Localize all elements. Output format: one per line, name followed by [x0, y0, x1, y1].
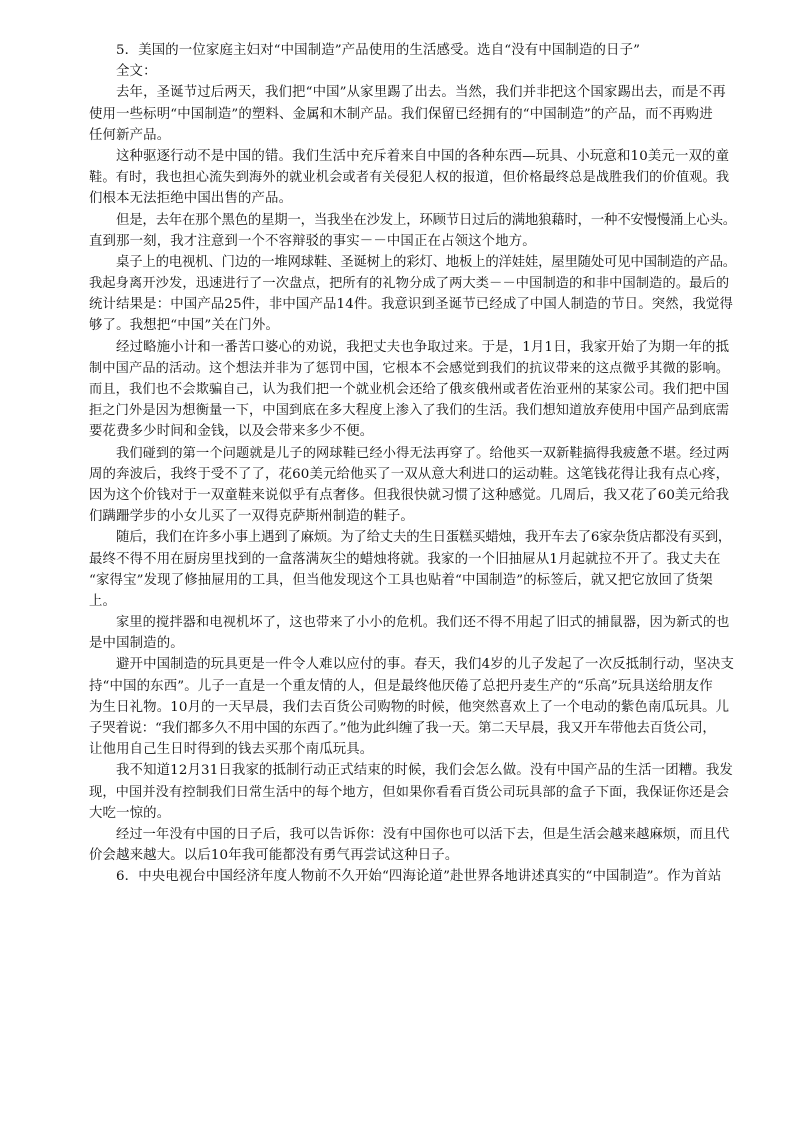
text-line: 因为这个价钱对于一双童鞋来说似乎有点奢侈。但我很快就习惯了这种感觉。几周后，我又花了60美元给我 — [89, 487, 730, 503]
text-line: 经过略施小计和一番苦口婆心的劝说，我把丈夫也争取过来。于是，1月1日，我家开始了为期一年的抵 — [116, 339, 730, 355]
item-6-heading: 6．中央电视台中国经济年度人物前不久开始“四海论道”赴世界各地讲述真实的“中国制造”。作为首站 — [116, 869, 722, 885]
text-line: 们根本无法拒绝中国出售的产品。 — [89, 191, 293, 207]
text-line: 够了。我想把“中国”关在门外。 — [89, 318, 280, 334]
text-line: 但是，去年在那个黑色的星期一，当我坐在沙发上，环顾节日过后的满地狼藉时，一种不安慢慢涌上心头。 — [116, 212, 736, 228]
text-line: 为生日礼物。10月的一天早晨，我们去百货公司购物的时候，他突然喜欢上了一个电动的紫色南瓜玩具。儿 — [89, 699, 730, 715]
text-line: 这种驱逐行动不是中国的错。我们生活中充斥着来自中国的各种东西—玩具、小玩意和10美元一双的童 — [116, 148, 730, 164]
text-line: “家得宝”发现了修抽屉用的工具，但当他发现这个工具也贴着“中国制造”的标签后，就又把它放回了货架 — [89, 572, 713, 588]
text-line: 统计结果是：中国产品25件，非中国产品14件。我意识到圣诞节已经成了中国人制造的节日。突然，我觉得 — [89, 297, 734, 313]
text-line: 直到那一刻，我才注意到一个不容辩驳的事实－－中国正在占领这个地方。 — [89, 233, 536, 249]
text-line: 持“中国的东西”。儿子一直是一个重友情的人，但是最终他厌倦了总把丹麦生产的“乐高”玩具送给朋友作 — [89, 678, 713, 694]
text-line: 家里的搅拌器和电视机坏了，这也带来了小小的危机。我们还不得不用起了旧式的捕鼠器，因为新式的也 — [116, 615, 730, 631]
text-line: 制中国产品的活动。这个想法并非为了惩罚中国，它根本不会感觉到我们的抗议带来的这点微乎其微的影响。 — [89, 360, 730, 376]
document-page — [89, 40, 737, 888]
text-line: 而且，我们也不会欺骗自己，认为我们把一个就业机会还给了俄亥俄州或者佐治亚州的某家公司。我们把中国 — [89, 382, 730, 397]
text-line: 价会越来越大。以后10年我可能都没有勇气再尝试这种日子。 — [89, 848, 459, 864]
text-line: 我不知道12月31日我家的抵制行动正式结束的时候，我们会怎么做。没有中国产品的生活一团糟。我发 — [116, 763, 733, 779]
text-line: 经过一年没有中国的日子后，我可以告诉你：没有中国你也可以活下去，但是生活会越来越麻烦，而且代 — [116, 826, 730, 842]
text-line: 让他用自己生日时得到的钱去买那个南瓜玩具。 — [89, 742, 374, 758]
text-line: 避开中国制造的玩具更是一件令人难以应付的事。春天，我们4岁的儿子发起了一次反抵制行动，坚决支 — [116, 657, 734, 673]
text-line: 随后，我们在许多小事上遇到了麻烦。为了给丈夫的生日蛋糕买蜡烛，我开车去了6家杂货店都没有买到， — [116, 530, 732, 546]
text-line: 拒之门外是因为想衡量一下，中国到底在多大程度上渗入了我们的生活。我们想知道放弃使用中国产品到底需 — [89, 403, 730, 419]
text-line: 周的奔波后，我终于受不了了，花60美元给他买了一双从意大利进口的运动鞋。这笔钱花得让我有点心疼， — [89, 466, 730, 482]
text-line: 去年，圣诞节过后两天，我们把“中国”从家里踢了出去。当然，我们并非把这个国家踢出去，而是不再 — [116, 85, 726, 101]
text-line: 们蹒跚学步的小女儿买了一双得克萨斯州制造的鞋子。 — [89, 509, 414, 525]
text-line: 子哭着说：“我们都多久不用中国的东西了。”他为此纠缠了我一天。第二天早晨，我又开车带他去百货公司， — [89, 721, 716, 736]
text-line: 使用一些标明“中国制造”的塑料、金属和木制产品。我们保留已经拥有的“中国制造”的产品，而不再购进 — [89, 106, 713, 122]
text-line: 上。 — [89, 593, 117, 609]
text-line: 现，中国并没有控制我们日常生活中的每个地方，但如果你看看百货公司玩具部的盒子下面，我保证你还是会 — [89, 784, 730, 800]
full-text-label: 全文： — [116, 64, 157, 80]
text-line: 大吃一惊的。 — [89, 805, 171, 821]
text-line: 我起身离开沙发，迅速进行了一次盘点，把所有的礼物分成了两大类－－中国制造的和非中国制造的。最后的 — [89, 276, 730, 292]
text-line: 是中国制造的。 — [89, 636, 184, 652]
text-line: 鞋。有时，我也担心流失到海外的就业机会或者有关侵犯人权的报道，但价格最终总是战胜我们的价值观。我 — [89, 170, 730, 186]
text-line: 要花费多少时间和金钱，以及会带来多少不便。 — [89, 424, 374, 440]
item-5-heading: 5．美国的一位家庭主妇对“中国制造”产品使用的生活感受。选自“没有中国制造的日子” — [116, 43, 641, 58]
text-line: 最终不得不用在厨房里找到的一盒落满灰尘的蜡烛将就。我家的一个旧抽屉从1月起就拉不开了。我丈夫在 — [89, 551, 721, 567]
text-line: 任何新产品。 — [89, 127, 171, 143]
text-line: 我们碰到的第一个问题就是儿子的网球鞋已经小得无法再穿了。给他买一双新鞋搞得我疲惫不堪。经过两 — [116, 445, 730, 461]
text-line: 桌子上的电视机、门边的一堆网球鞋、圣诞树上的彩灯、地板上的洋娃娃，屋里随处可见中国制造的产品。 — [116, 254, 736, 270]
